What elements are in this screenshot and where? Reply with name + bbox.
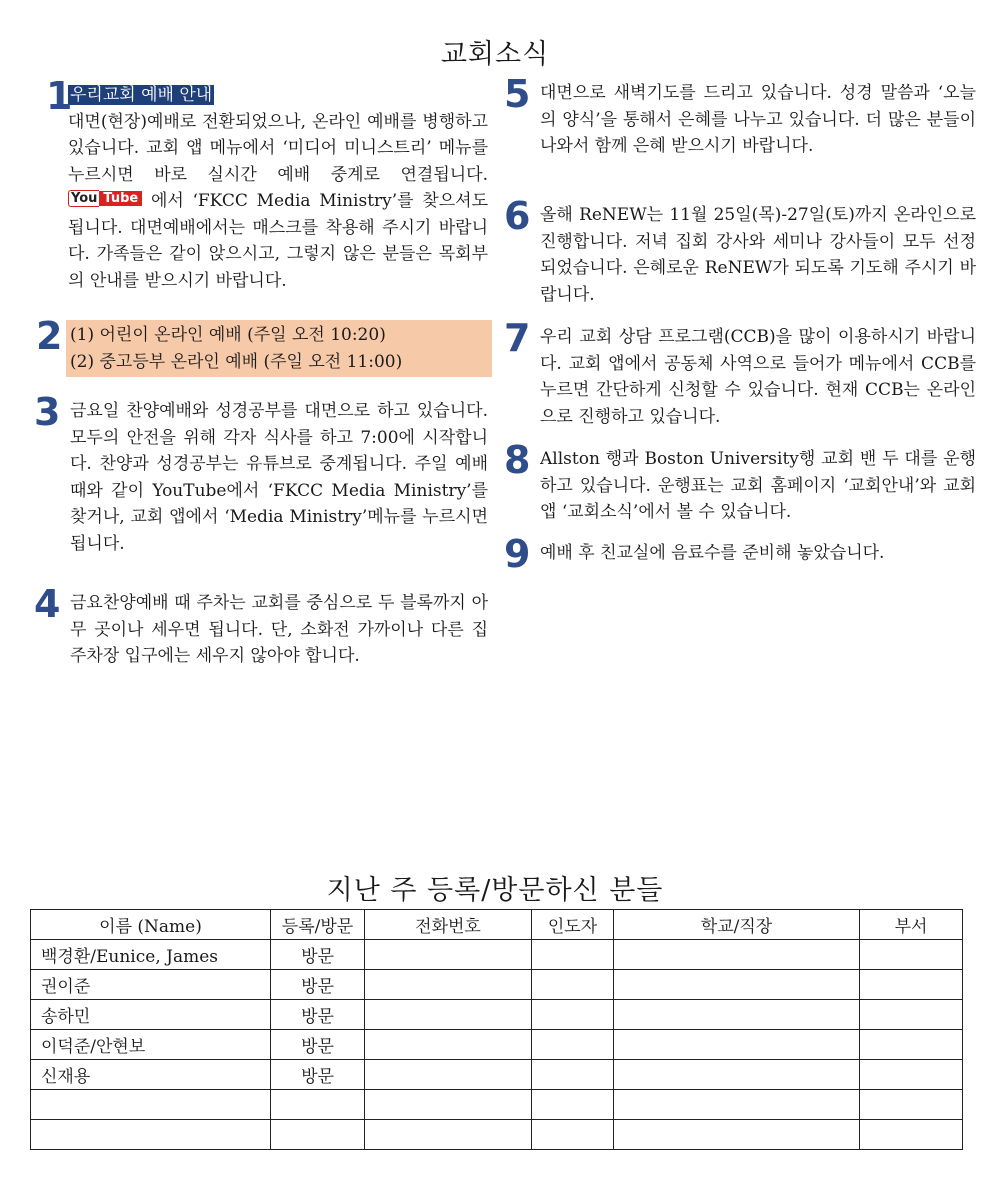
cell-school-work: [614, 1000, 860, 1030]
item-number: 6: [504, 194, 531, 238]
peach-highlight-box: [66, 320, 492, 377]
table-header-row: [31, 910, 963, 940]
item-body-continued: 에서 ‘FKCC Media Ministry’를 찾으셔도 됩니다. 대면예배에서는 매스크를 착용해 주시기 바랍니다. 가족들은 같이 앉으시고, 그렇지 않은 분들은 목회부의 안내를 받으시기 바랍니다.: [68, 191, 488, 291]
cell-phone: [365, 940, 532, 970]
cell-department: [860, 1120, 963, 1150]
cell-guide: [532, 1060, 614, 1090]
item-text: 우리 교회 상담 프로그램(CCB)을 많이 이용하시기 바랍니다. 교회 앱에서 공동체 사역으로 들어가 메뉴에서 CCB를 누르면 간단하게 신청할 수 있습니다. 현재 CCB는 온라인으로 진행하고 있습니다.: [540, 327, 976, 427]
item-number: 5: [504, 72, 531, 116]
cell-name: 송하민: [31, 1000, 271, 1030]
cell-department: [860, 940, 963, 970]
header-name: 이름 (Name): [31, 910, 271, 940]
cell-status: 방문: [271, 1000, 365, 1030]
schedule-line-1: (1) 어린이 온라인 예배 (주일 오전 10:20): [70, 325, 386, 345]
table-row: [31, 940, 963, 970]
cell-guide: [532, 1120, 614, 1150]
cell-guide: [532, 970, 614, 1000]
item-text: [68, 82, 488, 294]
cell-status: 방문: [271, 940, 365, 970]
cell-guide: [532, 1000, 614, 1030]
header-department: 부서: [860, 910, 963, 940]
news-item-6: [504, 194, 976, 308]
visitors-title: 지난 주 등록/방문하신 분들: [326, 875, 664, 906]
cell-status: 방문: [271, 1060, 365, 1090]
table-row: [31, 1030, 963, 1060]
news-item-5: [504, 72, 976, 160]
cell-department: [860, 1030, 963, 1060]
cell-name: [31, 1120, 271, 1150]
page-title: 교회소식: [440, 39, 550, 70]
cell-name: 신재용: [31, 1060, 271, 1090]
item-text: 대면으로 새벽기도를 드리고 있습니다. 성경 말씀과 ‘오늘의 양식’을 통해서 은혜를 나누고 있습니다. 더 많은 분들이 나와서 함께 은혜 받으시기 바랍니다.: [540, 83, 976, 156]
cell-school-work: [614, 1090, 860, 1120]
cell-guide: [532, 1090, 614, 1120]
item-number: 4: [34, 582, 61, 626]
cell-phone: [365, 970, 532, 1000]
cell-guide: [532, 1030, 614, 1060]
cell-department: [860, 1060, 963, 1090]
header-school-work: 학교/직장: [614, 910, 860, 940]
cell-phone: [365, 1120, 532, 1150]
cell-phone: [365, 1060, 532, 1090]
cell-status: 방문: [271, 970, 365, 1000]
youtube-logo-icon: [68, 189, 142, 209]
news-item-9: [504, 532, 976, 576]
item-number: 2: [36, 314, 63, 358]
cell-status: [271, 1090, 365, 1120]
header-phone: 전화번호: [365, 910, 532, 940]
cell-phone: [365, 1090, 532, 1120]
news-item-1: [46, 74, 488, 294]
table-row: [31, 1000, 963, 1030]
cell-department: [860, 1000, 963, 1030]
table-row: [31, 1060, 963, 1090]
table-row: [31, 1120, 963, 1150]
item-text: 금요일 찬양예배와 성경공부를 대면으로 하고 있습니다. 모두의 안전을 위해 각자 식사를 하고 7:00에 시작합니다. 찬양과 성경공부는 유튜브로 중계됩니다. 주일 예배 때와 같이 YouTube에서 ‘FKCC Media Ministry’를 찾거나, 교회 앱에서 ‘Media Ministry’메뉴를 누르시면 됩니다.: [70, 401, 488, 554]
cell-status: [271, 1120, 365, 1150]
news-item-7: [504, 316, 976, 430]
cell-phone: [365, 1030, 532, 1060]
header-guide: 인도자: [532, 910, 614, 940]
header-status: 등록/방문: [271, 910, 365, 940]
item-text: 올해 ReNEW는 11월 25일(목)-27일(토)까지 온라인으로 진행합니다. 저녁 집회 강사와 세미나 강사들이 모두 선정되었습니다. 은혜로운 ReNEW가 되도록 기도해 주시기 바랍니다.: [540, 205, 976, 305]
table-row: [31, 1090, 963, 1120]
item-number: 7: [504, 316, 531, 360]
cell-department: [860, 970, 963, 1000]
cell-school-work: [614, 1030, 860, 1060]
item-body: 대면(현장)예배로 전환되었으나, 온라인 예배를 병행하고 있습니다. 교회 앱 메뉴에서 ‘미디어 미니스트리’ 메뉴를 누르시면 바로 실시간 예배 중계로 연결됩니다.: [68, 111, 488, 185]
news-item-8: [504, 438, 976, 526]
cell-guide: [532, 940, 614, 970]
cell-school-work: [614, 1060, 860, 1090]
item-text: 예배 후 친교실에 음료수를 준비해 놓았습니다.: [540, 543, 885, 563]
news-item-4: [34, 582, 488, 670]
cell-phone: [365, 1000, 532, 1030]
cell-name: 권이준: [31, 970, 271, 1000]
item-text: 금요찬양예배 때 주차는 교회를 중심으로 두 블록까지 아무 곳이나 세우면 됩니다. 단, 소화전 가까이나 다른 집 주차장 입구에는 세우지 않아야 합니다.: [70, 593, 488, 666]
news-item-3: [34, 390, 488, 557]
item-number: 8: [504, 438, 531, 482]
youtube-logo-tube: Tube: [99, 191, 142, 206]
cell-status: 방문: [271, 1030, 365, 1060]
item-number: 3: [34, 390, 61, 434]
table-row: [31, 970, 963, 1000]
cell-name: [31, 1090, 271, 1120]
cell-department: [860, 1090, 963, 1120]
item-number: 9: [504, 532, 531, 576]
youtube-logo-you: You: [68, 190, 99, 207]
cell-school-work: [614, 940, 860, 970]
cell-school-work: [614, 1120, 860, 1150]
cell-name: 백경환/Eunice, James: [31, 940, 271, 970]
item-number: 1: [46, 74, 73, 118]
visitors-table: [30, 909, 963, 1150]
cell-name: 이덕준/안현보: [31, 1030, 271, 1060]
news-item-2: [36, 314, 496, 377]
schedule-line-2: (2) 중고등부 온라인 예배 (주일 오전 11:00): [70, 351, 403, 372]
item-title: 우리교회 예배 안내: [70, 85, 213, 105]
cell-school-work: [614, 970, 860, 1000]
item-text: Allston 행과 Boston University행 교회 밴 두 대를 운행하고 있습니다. 운행표는 교회 홈페이지 ‘교회안내’와 교회 앱 ‘교회소식’에서 볼 수 있습니다.: [540, 449, 976, 522]
